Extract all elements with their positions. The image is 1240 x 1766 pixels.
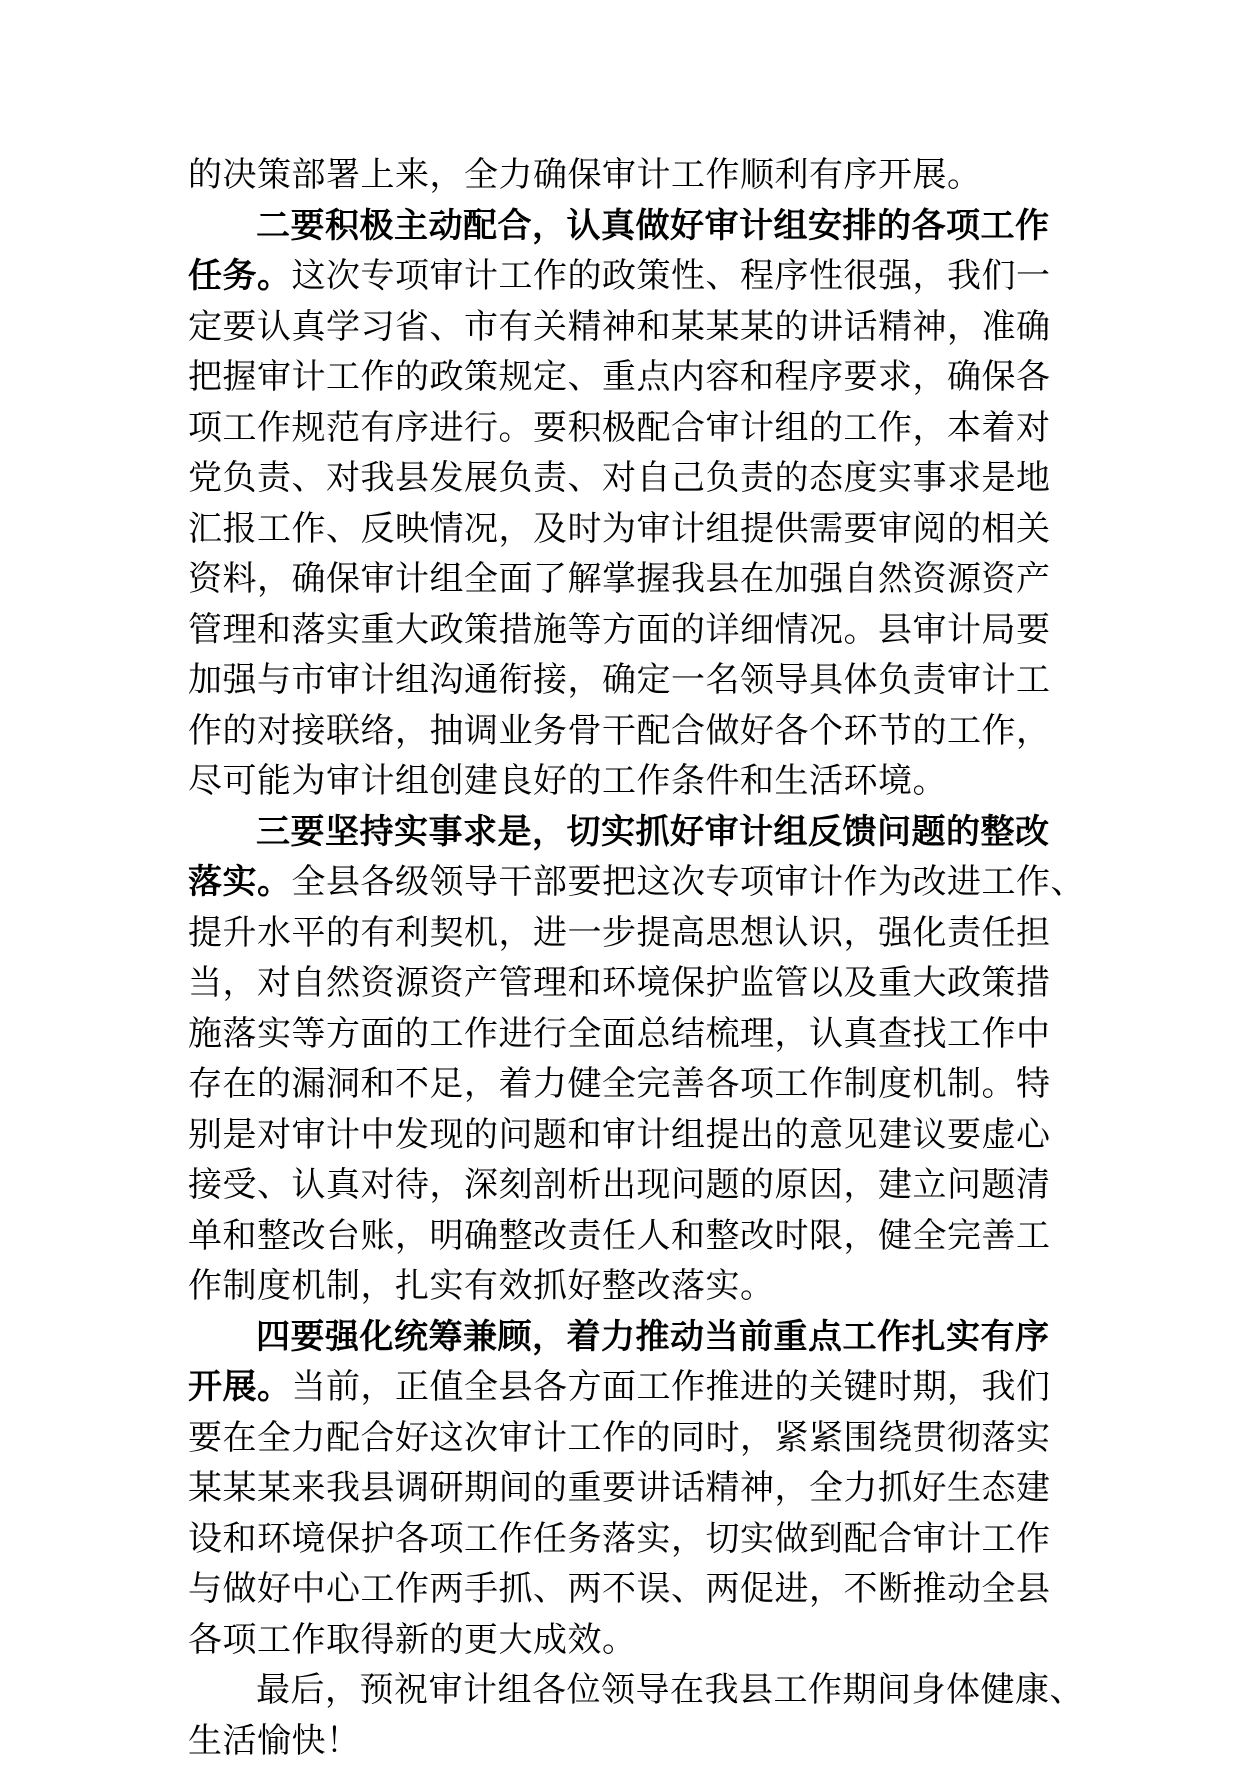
text-line [188, 1716, 1068, 1766]
body-text: 别是对审计中发现的问题和审计组提出的意见建议要虚心 [188, 1115, 1051, 1155]
body-text: 设和环境保护各项工作任务落实，切实做到配合审计工作 [188, 1519, 1051, 1559]
bold-heading-text: 四要强化统筹兼顾，着力推动当前重点工作扎实有序 [256, 1317, 1050, 1357]
body-text: 党负责、对我县发展负责、对自己负责的态度实事求是地 [188, 458, 1051, 498]
text-line [188, 605, 1068, 656]
bold-heading-text: 开展。 [188, 1367, 292, 1407]
text-line [188, 1059, 1068, 1110]
body-text: 要在全力配合好这次审计工作的同时，紧紧围绕贯彻落实 [188, 1418, 1051, 1458]
document-page [188, 150, 1068, 1766]
body-text: 各项工作取得新的更大成效。 [188, 1620, 637, 1660]
body-text: 施落实等方面的工作进行全面总结梳理，认真查找工作中 [188, 1014, 1051, 1054]
text-line [188, 1110, 1068, 1161]
body-text: 当，对自然资源资产管理和环境保护监管以及重大政策措 [188, 963, 1051, 1003]
text-line [188, 554, 1068, 605]
bold-heading-text: 落实。 [188, 862, 292, 902]
text-line [188, 655, 1068, 706]
text-line [188, 1160, 1068, 1211]
text-line [188, 1211, 1068, 1262]
text-line [188, 201, 1068, 252]
body-text: 某某某来我县调研期间的重要讲话精神，全力抓好生态建 [188, 1468, 1051, 1508]
text-line [188, 1665, 1068, 1716]
body-text: 尽可能为审计组创建良好的工作条件和生活环境。 [188, 761, 947, 801]
body-text: 单和整改台账，明确整改责任人和整改时限，健全完善工 [188, 1216, 1051, 1256]
text-line [188, 1009, 1068, 1060]
text-line [188, 352, 1068, 403]
body-text: 汇报工作、反映情况，及时为审计组提供需要审阅的相关 [188, 509, 1051, 549]
text-line [188, 807, 1068, 858]
text-line [188, 857, 1068, 908]
body-text: 作的对接联络，抽调业务骨干配合做好各个环节的工作， [188, 711, 1051, 751]
body-text: 接受、认真对待，深刻剖析出现问题的原因，建立问题清 [188, 1165, 1051, 1205]
body-text: 定要认真学习省、市有关精神和某某某的讲话精神，准确 [188, 307, 1051, 347]
bold-heading-text: 三要坚持实事求是，切实抓好审计组反馈问题的整改 [256, 812, 1050, 852]
text-line [188, 756, 1068, 807]
text-line [188, 150, 1068, 201]
text-line [188, 1362, 1068, 1413]
text-line [188, 958, 1068, 1009]
body-text: 提升水平的有利契机，进一步提高思想认识，强化责任担 [188, 913, 1051, 953]
body-text: 全县各级领导干部要把这次专项审计作为改进工作、 [292, 862, 1086, 902]
text-line [188, 302, 1068, 353]
text-line [188, 706, 1068, 757]
text-line [188, 453, 1068, 504]
body-text: 这次专项审计工作的政策性、程序性很强，我们一 [292, 256, 1051, 296]
body-text: 加强与市审计组沟通衔接，确定一名领导具体负责审计工 [188, 660, 1051, 700]
text-line [188, 251, 1068, 302]
body-text: 生活愉快！ [188, 1721, 361, 1761]
text-line [188, 1261, 1068, 1312]
text-line [188, 1564, 1068, 1615]
bold-heading-text: 任务。 [188, 256, 292, 296]
text-line [188, 1615, 1068, 1666]
body-text: 最后，预祝审计组各位领导在我县工作期间身体健康、 [256, 1670, 1084, 1710]
body-text: 把握审计工作的政策规定、重点内容和程序要求，确保各 [188, 357, 1051, 397]
text-line [188, 1413, 1068, 1464]
text-line [188, 908, 1068, 959]
bold-heading-text: 二要积极主动配合，认真做好审计组安排的各项工作 [256, 206, 1050, 246]
text-line [188, 1514, 1068, 1565]
text-line [188, 504, 1068, 555]
body-text: 项工作规范有序进行。要积极配合审计组的工作，本着对 [188, 408, 1051, 448]
body-text: 资料，确保审计组全面了解掌握我县在加强自然资源资产 [188, 559, 1051, 599]
body-text: 当前，正值全县各方面工作推进的关键时期，我们 [292, 1367, 1051, 1407]
body-text: 作制度机制，扎实有效抓好整改落实。 [188, 1266, 775, 1306]
text-line [188, 403, 1068, 454]
text-line [188, 1463, 1068, 1514]
body-text: 管理和落实重大政策措施等方面的详细情况。县审计局要 [188, 610, 1051, 650]
text-line [188, 1312, 1068, 1363]
body-text: 的决策部署上来，全力确保审计工作顺利有序开展。 [188, 155, 982, 195]
body-text: 存在的漏洞和不足，着力健全完善各项工作制度机制。特 [188, 1064, 1051, 1104]
body-text: 与做好中心工作两手抓、两不误、两促进，不断推动全县 [188, 1569, 1051, 1609]
